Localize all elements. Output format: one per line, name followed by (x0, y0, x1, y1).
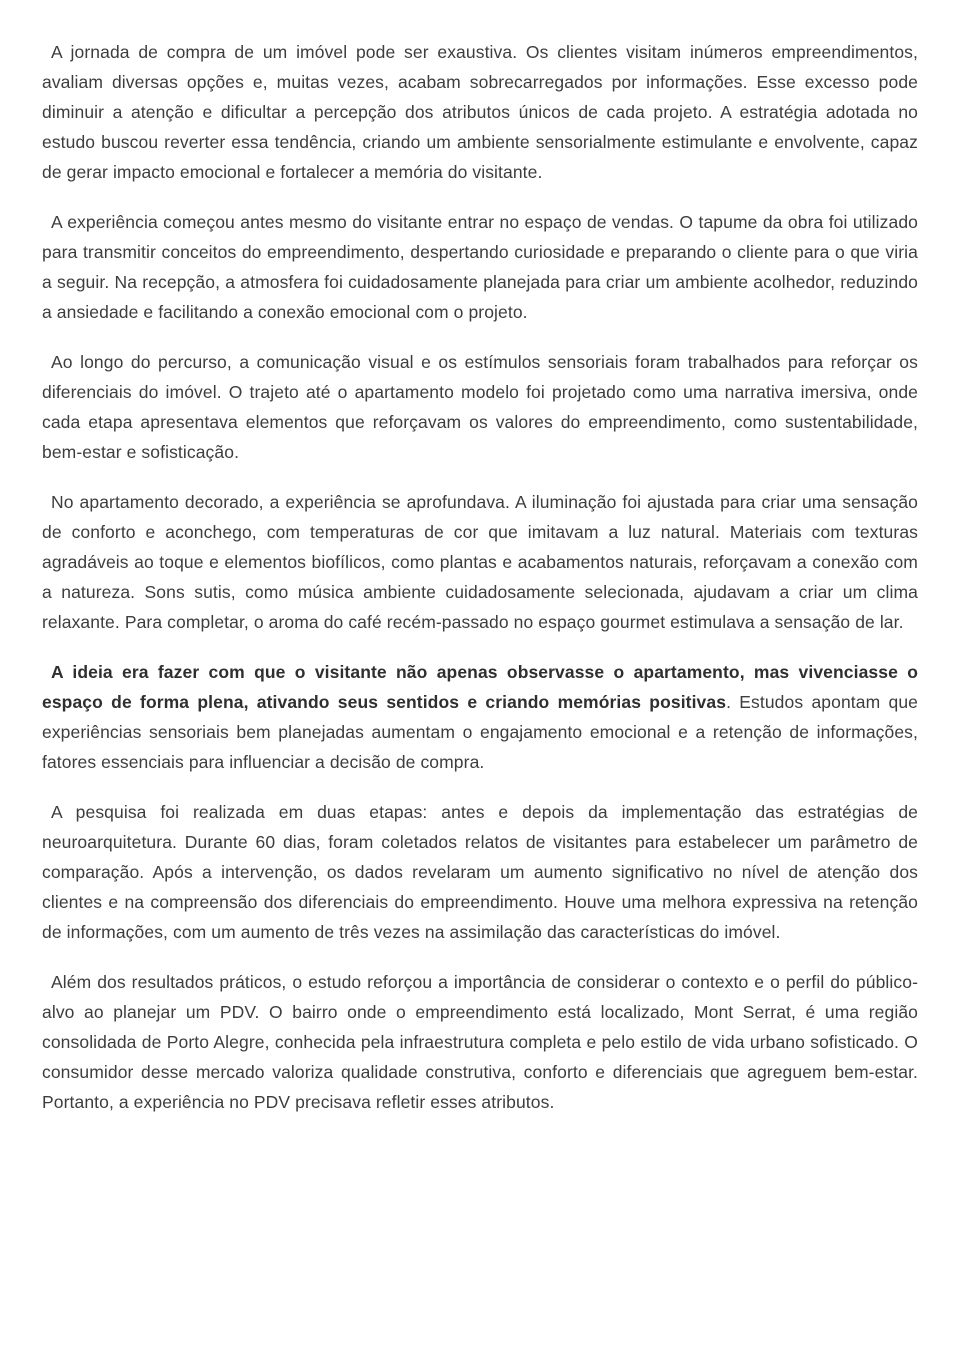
text-run: Ao longo do percurso, a comunicação visual e os estímulos sensoriais foram trabalhados para reforçar os diferenciais do imóvel. O trajeto até o apartamento modelo foi projetado como uma narrativa imersiva, onde cada etapa apresentava elementos que reforçavam os valores do empreendimento, como sustentabilidade, bem-estar e sofisticação. (42, 352, 918, 462)
bold-text-run: A ideia era fazer com que o visitante não apenas observasse o apartamento, mas vivenciasse o espaço de forma plena, ativando seus sentidos e criando memórias positivas (42, 662, 918, 712)
text-run: A experiência começou antes mesmo do visitante entrar no espaço de vendas. O tapume da obra foi utilizado para transmitir conceitos do empreendimento, despertando curiosidade e preparando o cliente para o que viria a seguir. Na recepção, a atmosfera foi cuidadosamente planejada para criar um ambiente acolhedor, reduzindo a ansiedade e facilitando a conexão emocional com o projeto. (42, 212, 918, 322)
paragraph (42, 967, 918, 1117)
text-run: Além dos resultados práticos, o estudo reforçou a importância de considerar o contexto e o perfil do público-alvo ao planejar um PDV. O bairro onde o empreendimento está localizado, Mont Serrat, é uma região consolidada de Porto Alegre, conhecida pela infraestrutura completa e pelo estilo de vida urbano sofisticado. O consumidor desse mercado valoriza qualidade construtiva, conforto e diferenciais que agreguem bem-estar. Portanto, a experiência no PDV precisava refletir esses atributos. (42, 972, 918, 1112)
text-run: No apartamento decorado, a experiência se aprofundava. A iluminação foi ajustada para criar uma sensação de conforto e aconchego, com temperaturas de cor que imitavam a luz natural. Materiais com texturas agradáveis ao toque e elementos biofílicos, como plantas e acabamentos naturais, reforçavam a conexão com a natureza. Sons sutis, como música ambiente cuidadosamente selecionada, ajudavam a criar um clima relaxante. Para completar, o aroma do café recém-passado no espaço gourmet estimulava a sensação de lar. (42, 492, 918, 632)
paragraph (42, 487, 918, 637)
text-run: . Estudos apontam que experiências sensoriais bem planejadas aumentam o engajamento emocional e a retenção de informações, fatores essenciais para influenciar a decisão de compra. (42, 692, 918, 772)
paragraph (42, 657, 918, 777)
paragraph (42, 37, 918, 187)
paragraph (42, 207, 918, 327)
paragraph (42, 347, 918, 467)
article-body (42, 37, 918, 1117)
paragraph (42, 797, 918, 947)
text-run: A jornada de compra de um imóvel pode ser exaustiva. Os clientes visitam inúmeros empreendimentos, avaliam diversas opções e, muitas vezes, acabam sobrecarregados por informações. Esse excesso pode diminuir a atenção e dificultar a percepção dos atributos únicos de cada projeto. A estratégia adotada no estudo buscou reverter essa tendência, criando um ambiente sensorialmente estimulante e envolvente, capaz de gerar impacto emocional e fortalecer a memória do visitante. (42, 42, 918, 182)
text-run: A pesquisa foi realizada em duas etapas: antes e depois da implementação das estratégias de neuroarquitetura. Durante 60 dias, foram coletados relatos de visitantes para estabelecer um parâmetro de comparação. Após a intervenção, os dados revelaram um aumento significativo no nível de atenção dos clientes e na compreensão dos diferenciais do empreendimento. Houve uma melhora expressiva na retenção de informações, com um aumento de três vezes na assimilação das características do imóvel. (42, 802, 918, 942)
